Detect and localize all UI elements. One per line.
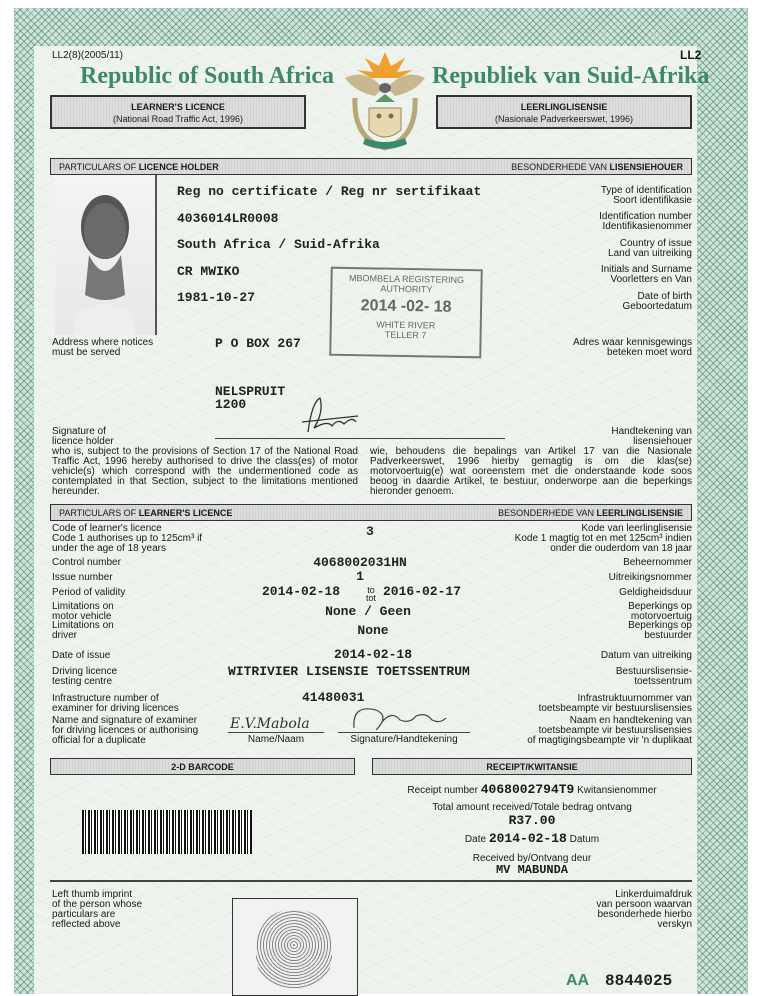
section-header-licence-holder <box>50 158 692 175</box>
holder-photo <box>55 175 157 335</box>
holder-value-dob: 1981-10-27 <box>177 290 256 305</box>
signature-line <box>215 438 505 439</box>
name-caption: Name/Naam <box>247 734 305 745</box>
section-header-receipt: RECEIPT/KWITANSIE <box>372 758 692 775</box>
infra-label-af: Infrastruktuurnommer van toetsbeampte vir bestuurslisensies <box>538 693 692 714</box>
licence-code: 3 <box>366 524 374 539</box>
signature-label-en: Signature of licence holder <box>52 426 114 447</box>
authorisation-text-af: wie, behoudens die bepalings van Artikel 17 van die Nasionale Padverkeerswet, 1996 hierby gemagtig is om die klas(se) motorvoertuig(e) wat ooreenstem met die onderstaande kode soos beoog in daardie Artikel, te bestuur, onderworpe aan die beperkings hieronder genoem. <box>370 446 692 497</box>
signature-caption: Signature/Handtekening <box>350 734 458 745</box>
receipt-date-row: Date 2014-02-18 Datum <box>464 831 600 846</box>
control-label-af: Beheernommer <box>623 557 692 568</box>
holder-label-name: Initials and Surname Voorletters en Van <box>600 264 692 285</box>
holder-label-country: Country of issue Land van uitreiking <box>608 238 692 259</box>
validity-from: 2014-02-18 <box>262 584 341 599</box>
signature-label-af: Handtekening van lisensiehouer <box>611 426 692 447</box>
serial-prefix: AA <box>566 972 590 989</box>
authorisation-text-en: who is, subject to the provisions of Section 17 of the National Road Traffic Act, 1996 hereby authorised to drive the class(es) of motor vehicle(s) which correspond with the undermentioned code as contemplated in that Section, subject to the limitations mentioned hereunder. <box>52 446 358 497</box>
issue-number: 1 <box>356 569 364 584</box>
serial-number: 8844025 <box>605 972 673 990</box>
address-label-en: Address where notices must be served <box>52 337 154 358</box>
validity-to: 2016-02-17 <box>383 584 462 599</box>
lim-driver-label-af: Beperkings op bestuurder <box>628 620 692 641</box>
section-header-barcode: 2-D BARCODE <box>50 758 355 775</box>
section-en-bold: LICENCE HOLDER <box>138 162 219 172</box>
licence-type-en: LEARNER'S LICENCE <box>131 102 225 112</box>
receipt-number-label-af: Kwitansienommer <box>577 785 657 796</box>
lim-vehicle-value: None / Geen <box>325 604 411 619</box>
control-number: 4068002031HN <box>313 555 407 570</box>
date-issue-label-af: Datum van uitreiking <box>600 650 692 661</box>
infrastructure-number: 41480031 <box>302 690 365 705</box>
examiner-label-af: Naam en handtekening van toetsbeampte vir bestuurslisensies of magtigingsbeampte vir 'n duplikaat <box>527 715 692 746</box>
code-label-af: Kode van leerlinglisensie Kode 1 magtig tot en met 125cm³ indien onder die ouderdom van 18 jaar <box>514 523 692 554</box>
total-amount: R37.00 <box>508 813 556 828</box>
receipt-date: 2014-02-18 <box>488 831 567 846</box>
holder-value-country: South Africa / Suid-Afrika <box>177 237 380 252</box>
title-afrikaans: Republiek van Suid-Afrika <box>432 63 710 89</box>
received-by-label: Received by/Ontvang deur <box>472 853 592 864</box>
validity-label-af: Geldigheidsduur <box>619 587 692 598</box>
licence-type-box-afrikaans <box>436 95 692 129</box>
holder-value-name: CR MWIKO <box>177 264 240 279</box>
section-af-bold: LISENSIEHOUER <box>609 162 683 172</box>
receipt-number: 4068002794T9 <box>480 782 575 797</box>
act-af: (Nasionale Padverkeerswet, 1996) <box>494 114 634 124</box>
code-label-en: Code of learner's licence Code 1 authorises up to 125cm³ if under the age of 18 years <box>52 523 203 554</box>
holder-value-id-type: Reg no certificate / Reg nr sertifikaat <box>177 184 482 199</box>
title-english: Republic of South Africa <box>80 63 335 89</box>
thumbprint-icon <box>256 910 332 988</box>
receipt-number-row <box>372 782 692 797</box>
centre-label-en: Driving licence testing centre <box>52 666 118 687</box>
issue-number-label-en: Issue number <box>52 572 113 583</box>
centre-label-af: Bestuurslisensie- toetssentrum <box>615 666 692 687</box>
date-issue-label-en: Date of issue <box>52 650 111 661</box>
form-code: LL2(8)(2005/11) <box>52 50 123 61</box>
form-id: LL2 <box>680 48 702 62</box>
address-line-1: P O BOX 267 <box>215 336 301 351</box>
examiner-name-handwritten: E.V.Mabola <box>230 716 310 732</box>
holder-value-id-number: 4036014LR0008 <box>177 211 279 226</box>
coat-of-arms-icon <box>335 48 435 154</box>
received-by: MV MABUNDA <box>495 863 568 877</box>
licence-type-box-english <box>50 95 306 129</box>
section-en-prefix: PARTICULARS OF <box>59 162 139 172</box>
lim-vehicle-label-af: Beperkings op motorvoertuig <box>628 601 692 622</box>
section-header-learners-licence: PARTICULARS OF LEARNER'S LICENCE BESONDERHEDE VAN LEERLINGLISENSIE <box>50 504 692 521</box>
registering-authority-stamp: MBOMBELA REGISTERING AUTHORITY 2014 -02- 18 WHITE RIVER TELLER 7 <box>329 267 483 359</box>
testing-centre: WITRIVIER LISENSIE TOETSSENTRUM <box>228 664 470 679</box>
examiner-signature <box>346 700 456 736</box>
lim-vehicle-label-en: Limitations on motor vehicle <box>52 601 114 622</box>
receipt-number-label-en: Receipt number <box>407 785 478 796</box>
lim-driver-value: None <box>357 623 389 638</box>
address-line-3: 1200 <box>215 397 247 412</box>
holder-label-id-type: Type of identification Soort identifikasie <box>600 185 692 206</box>
section-af-prefix: BESONDERHEDE VAN <box>511 162 610 172</box>
thumb-label-en: Left thumb imprint of the person whose particulars are reflected above <box>52 889 143 930</box>
examiner-label-en: Name and signature of examiner for driving licences or authorising official for a duplicate <box>52 715 199 746</box>
infra-label-en: Infrastructure number of examiner for driving licences <box>52 693 179 714</box>
total-label: Total amount received/Totale bedrag ontvang <box>432 802 632 813</box>
address-line-2: NELSPRUIT <box>215 384 286 399</box>
licence-type-af: LEERLINGLISENSIE <box>520 102 608 112</box>
issue-number-label-af: Uitreikingsnommer <box>608 572 692 583</box>
validity-label-en: Period of validity <box>52 587 126 598</box>
act-en: (National Road Traffic Act, 1996) <box>113 114 243 124</box>
pdf417-barcode <box>82 810 252 854</box>
control-label-en: Control number <box>52 557 121 568</box>
holder-label-id-number: Identification number Identifikasienommer <box>599 211 692 232</box>
thumb-label-af: Linkerduimafdruk van persoon waarvan besonderhede hierbo verskyn <box>596 889 692 930</box>
holder-label-dob: Date of birth Geboortedatum <box>622 291 692 312</box>
examiner-name-line <box>228 732 324 733</box>
lim-driver-label-en: Limitations on driver <box>52 620 114 641</box>
validity-to-label: to tot <box>366 585 377 603</box>
portrait-icon <box>55 175 155 335</box>
date-of-issue: 2014-02-18 <box>333 647 412 662</box>
address-label-af: Adres waar kennisgewings beteken moet word <box>573 337 692 358</box>
holder-signature <box>298 392 368 440</box>
divider <box>50 880 692 882</box>
